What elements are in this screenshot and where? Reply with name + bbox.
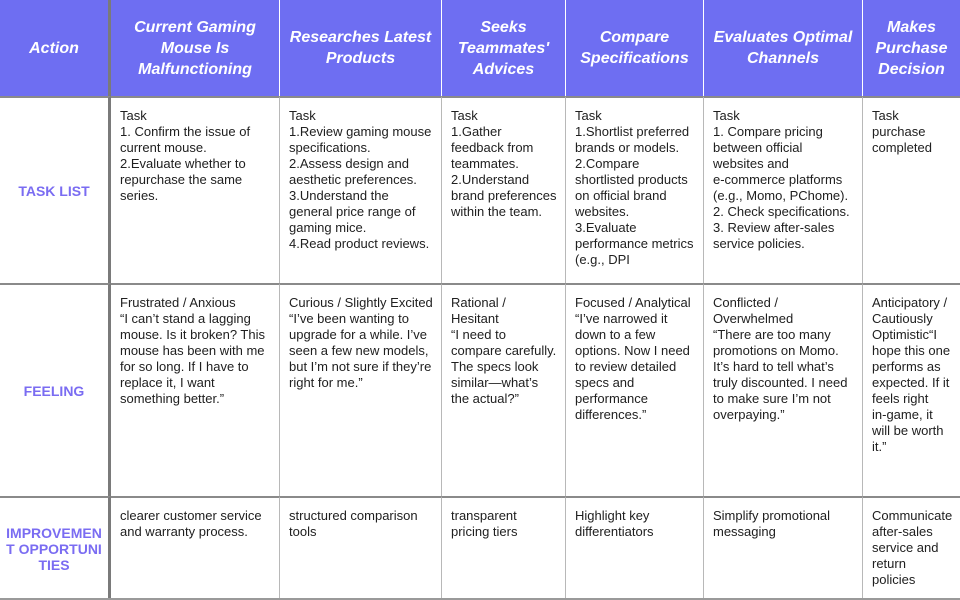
- improvement-cell: transparent pricing tiers: [442, 496, 566, 600]
- row-label-text: FEELING: [23, 382, 85, 399]
- feeling-cell: Conflicted / Overwhelmed “There are too many promotions on Momo. It’s hard to tell what’s truly discounted. I need to make sure I’m not overpaying.”: [704, 283, 863, 496]
- improvement-cell: Highlight key differentiators: [566, 496, 704, 600]
- header-action: [0, 0, 111, 96]
- header-stage-4: [566, 0, 704, 96]
- header-action-label: Action: [29, 39, 79, 57]
- task-cell: Task 1. Compare pricing between official websites and e-commerce platforms (e.g., Momo, PChome). 2. Check specifications. 3. Review after-sales service policies.: [704, 96, 863, 283]
- row-label-task-list: [0, 96, 111, 283]
- task-cell: Task 1.Gather feedback from teammates. 2.Understand brand preferences within the team.: [442, 96, 566, 283]
- improvement-cell: Simplify promotional messaging: [704, 496, 863, 600]
- task-cell: Task purchase completed: [863, 96, 960, 283]
- header-stage-5: [704, 0, 863, 96]
- feeling-cell: Frustrated / Anxious “I can’t stand a lagging mouse. Is it broken? This mouse has been with me for so long. If I have to replace it, I want something better.”: [111, 283, 280, 496]
- task-cell: Task 1.Review gaming mouse specifications. 2.Assess design and aesthetic preferences. 3.Understand the general price range of gaming mice. 4.Read product reviews.: [280, 96, 442, 283]
- header-stage-label: Makes Purchase Decision: [875, 18, 948, 78]
- task-cell: Task 1. Confirm the issue of current mouse. 2.Evaluate whether to repurchase the same series.: [111, 96, 280, 283]
- row-label-improvement-opportunities: [0, 496, 111, 600]
- header-stage-label: Seeks Teammates' Advices: [457, 18, 550, 78]
- header-stage-3: [442, 0, 566, 96]
- feeling-cell: Rational / Hesitant “I need to compare carefully. The specs look similar—what’s the actual?”: [442, 283, 566, 496]
- row-label-text: IMPROVEMENT OPPORTUNITIES: [6, 525, 102, 573]
- header-stage-label: Evaluates Optimal Channels: [713, 29, 853, 67]
- header-stage-6: [863, 0, 960, 96]
- feeling-cell: Focused / Analytical “I’ve narrowed it down to a few options. Now I need to review detailed specs and performance differences.”: [566, 283, 704, 496]
- improvement-cell: Communicate after-sales service and return policies: [863, 496, 960, 600]
- header-stage-label: Researches Latest Products: [289, 29, 432, 67]
- feeling-cell: Curious / Slightly Excited “I’ve been wanting to upgrade for a while. I’ve seen a few new models, but I’m not sure if they’re right for me.”: [280, 283, 442, 496]
- header-stage-label: Current Gaming Mouse Is Malfunctioning: [134, 18, 256, 78]
- row-label-text: TASK LIST: [18, 182, 90, 199]
- feeling-cell: Anticipatory / Cautiously Optimistic“I hope this one performs as expected. If it feels right in-game, it will be worth it.”: [863, 283, 960, 496]
- header-stage-2: [280, 0, 442, 96]
- header-stage-1: [111, 0, 280, 96]
- improvement-cell: clearer customer service and warranty process.: [111, 496, 280, 600]
- row-label-feeling: [0, 283, 111, 496]
- task-cell: Task 1.Shortlist preferred brands or models. 2.Compare shortlisted products on official brand websites. 3.Evaluate performance metrics (e.g., DPI: [566, 96, 704, 283]
- header-stage-label: Compare Specifications: [580, 29, 689, 67]
- improvement-cell: structured comparison tools: [280, 496, 442, 600]
